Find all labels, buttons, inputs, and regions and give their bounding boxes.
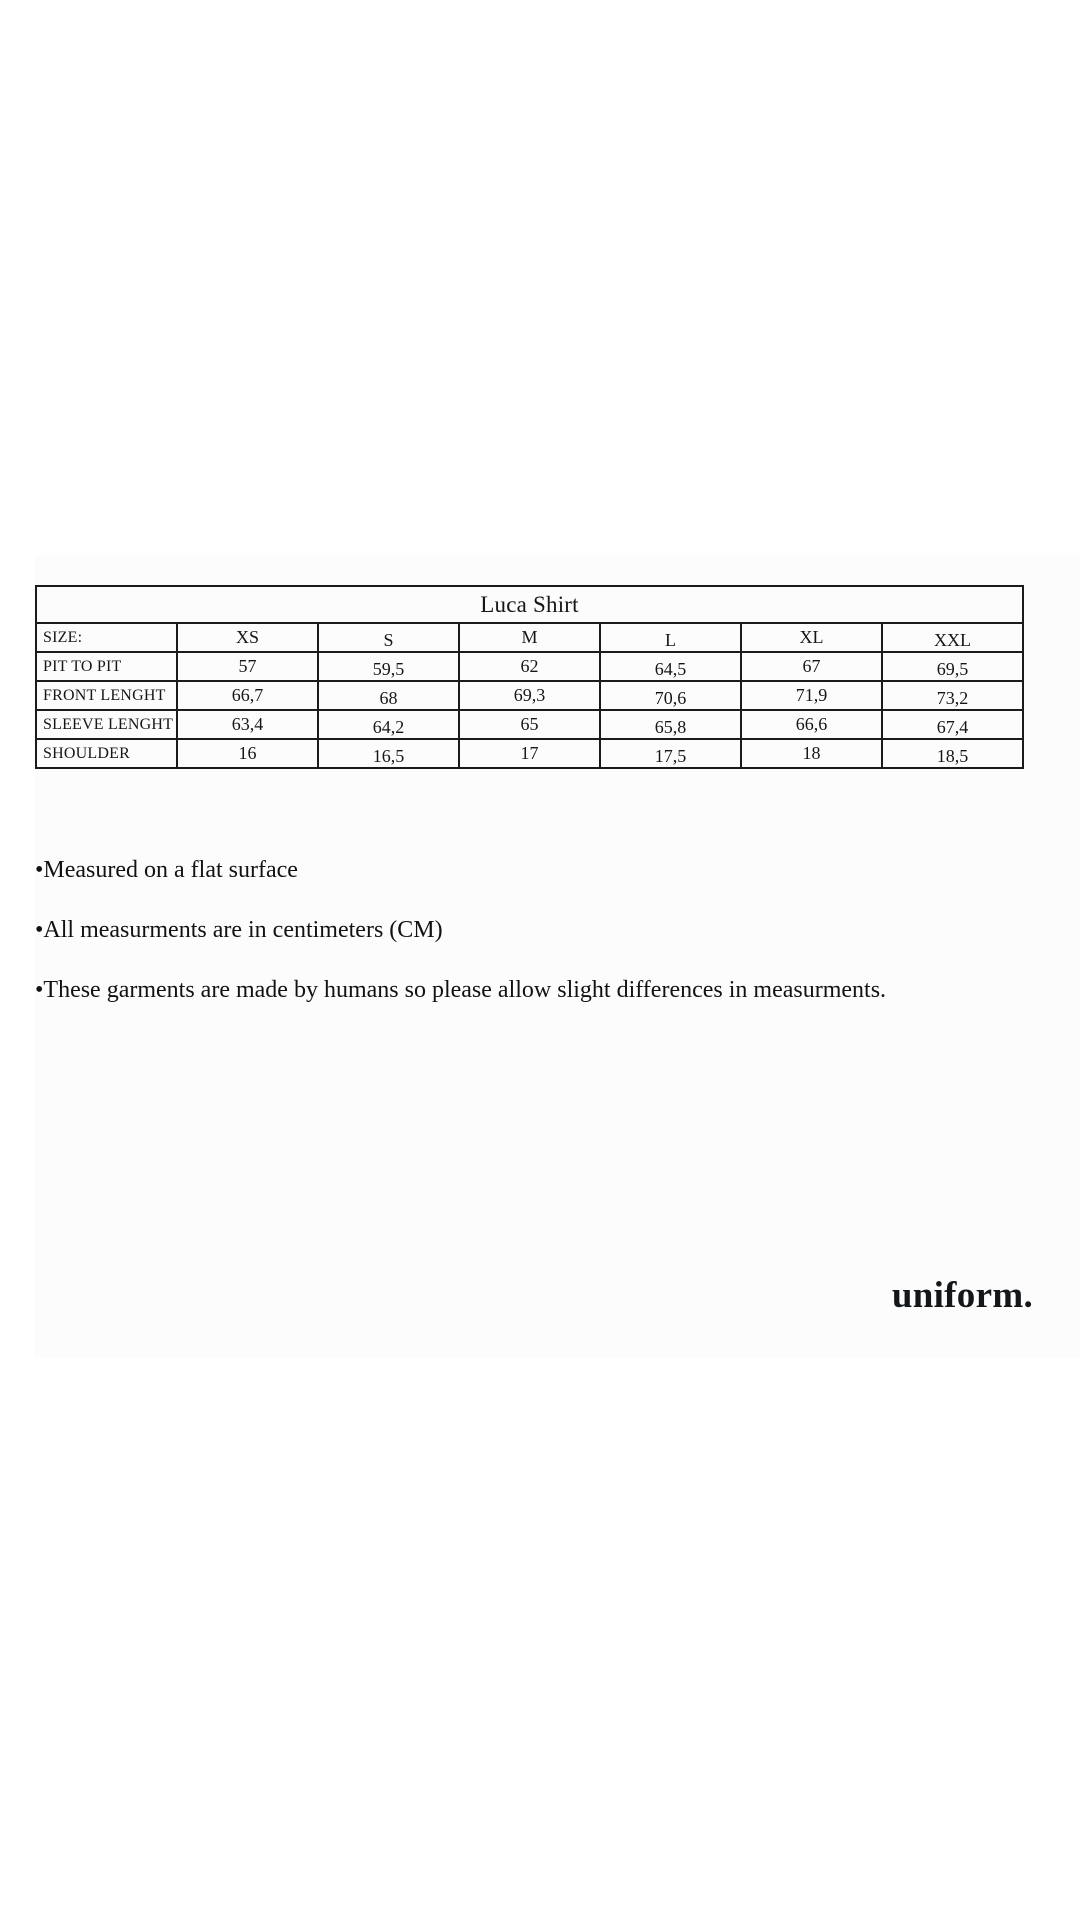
measurement-value: 71,9 — [741, 681, 882, 710]
measurement-value: 17 — [459, 739, 600, 768]
row-label: FRONT LENGHT — [36, 681, 177, 710]
column-header-s: S — [318, 623, 459, 652]
table-title-row — [36, 586, 1023, 623]
measurement-value: 64,5 — [600, 652, 741, 681]
row-label: PIT TO PIT — [36, 652, 177, 681]
measurement-value: 69,5 — [882, 652, 1023, 681]
measurement-value: 67,4 — [882, 710, 1023, 739]
measurement-value: 66,7 — [177, 681, 318, 710]
size-chart-table — [35, 585, 1024, 769]
chart-title: Luca Shirt — [36, 586, 1023, 623]
measurement-value: 73,2 — [882, 681, 1023, 710]
measurement-value: 57 — [177, 652, 318, 681]
note-item: •Measured on a flat surface — [35, 857, 298, 883]
column-header-xl: XL — [741, 623, 882, 652]
table-row-sleeve-lenght — [36, 710, 1023, 739]
brand-logo: uniform. — [891, 1275, 1033, 1316]
measurement-value: 68 — [318, 681, 459, 710]
table-header-row — [36, 623, 1023, 652]
measurement-value: 18,5 — [882, 739, 1023, 768]
measurement-value: 62 — [459, 652, 600, 681]
note-item: •These garments are made by humans so please allow slight differences in measurments. — [35, 977, 887, 1003]
measurement-value: 63,4 — [177, 710, 318, 739]
measurement-value: 18 — [741, 739, 882, 768]
column-header-m: M — [459, 623, 600, 652]
measurement-value: 65,8 — [600, 710, 741, 739]
table-row-pit-to-pit — [36, 652, 1023, 681]
measurement-value: 66,6 — [741, 710, 882, 739]
measurement-notes — [35, 856, 886, 1036]
table-row-front-lenght — [36, 681, 1023, 710]
measurement-value: 70,6 — [600, 681, 741, 710]
note-item: •All measurments are in centimeters (CM) — [35, 917, 443, 943]
column-header-xs: XS — [177, 623, 318, 652]
row-label: SLEEVE LENGHT — [36, 710, 177, 739]
column-header-size: SIZE: — [36, 623, 177, 652]
measurement-value: 69,3 — [459, 681, 600, 710]
column-header-l: L — [600, 623, 741, 652]
measurement-value: 67 — [741, 652, 882, 681]
measurement-value: 16 — [177, 739, 318, 768]
measurement-value: 65 — [459, 710, 600, 739]
measurement-value: 64,2 — [318, 710, 459, 739]
table-row-shoulder — [36, 739, 1023, 768]
column-header-xxl: XXL — [882, 623, 1023, 652]
measurement-value: 16,5 — [318, 739, 459, 768]
row-label: SHOULDER — [36, 739, 177, 768]
measurement-value: 17,5 — [600, 739, 741, 768]
measurement-value: 59,5 — [318, 652, 459, 681]
